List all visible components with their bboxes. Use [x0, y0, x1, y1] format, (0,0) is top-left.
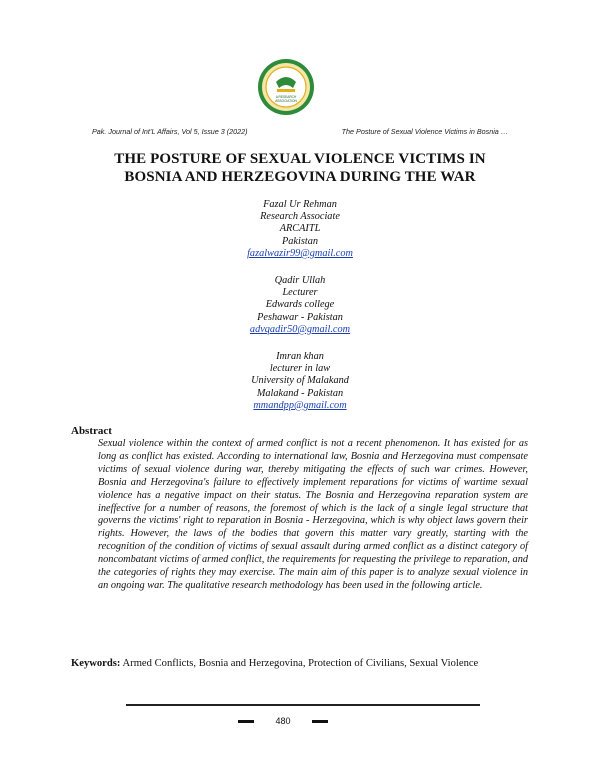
footer-rule	[126, 704, 480, 706]
author-location: Malakand - Pakistan	[256, 387, 344, 399]
author-position: Lecturer	[282, 287, 318, 299]
author-email-link[interactable]: advqadir50@gmail.com	[249, 323, 351, 335]
author-location: Pakistan	[281, 235, 319, 247]
author-block-1	[150, 199, 450, 260]
author-position: lecturer in law	[269, 363, 331, 375]
keywords	[71, 657, 531, 670]
running-head-article: The Posture of Sexual Violence Victims in Bosnia …	[341, 127, 508, 136]
author-email-link[interactable]: mmandpp@gmail.com	[253, 399, 347, 411]
page-number: 480	[275, 716, 291, 726]
author-name: Qadir Ullah	[274, 275, 326, 287]
author-block-3	[150, 351, 450, 412]
author-location: Peshawar - Pakistan	[257, 311, 343, 323]
running-head-journal: Pak. Journal of Int’L Affairs, Vol 5, Issue 3 (2022)	[92, 127, 248, 136]
author-affiliation: ARCAITL	[279, 223, 321, 235]
author-affiliation: University of Malakand	[251, 375, 349, 387]
footer-dash-right	[312, 720, 328, 723]
author-position: Research Associate	[260, 211, 340, 223]
author-email-link[interactable]: fazalwazir99@gmail.com	[247, 247, 353, 259]
author-name: Fazal Ur Rehman	[263, 199, 337, 210]
paper-title-line-1: THE POSTURE OF SEXUAL VIOLENCE VICTIMS IN	[114, 151, 486, 167]
author-block-2	[150, 275, 450, 336]
journal-seal-icon	[257, 58, 315, 116]
svg-text:ASSOCIATION: ASSOCIATION	[275, 99, 297, 103]
paper-title	[60, 150, 540, 186]
author-affiliation: Edwards college	[265, 299, 335, 311]
keywords-text: Armed Conflicts, Bosnia and Herzegovina, Protection of Civilians, Sexual Violence	[122, 658, 479, 669]
svg-text:A RESEARCH: A RESEARCH	[275, 95, 297, 99]
author-name: Imran khan	[276, 351, 324, 363]
running-head	[92, 127, 508, 136]
paper-title-line-2: BOSNIA AND HERZEGOVINA DURING THE WAR	[124, 169, 476, 185]
keywords-label: Keywords:	[71, 658, 121, 669]
abstract-text: Sexual violence within the context of armed conflict is not a recent phenomenon. It has existed for as long as conflict has existed. According to international law, Bosnia and Herzegovina must compensate victims of sexual violence during war, thereby mitigating the effects of such war crimes. However, Bosnia and Herzegovina's failure to effectively implement reparations for victims of wartime sexual violence has a negative impact on their status. The Bosnia and Herzegovina reparation system are ineffective for a number of reasons, the foremost of which is the lack of a single legal structure that governs the victims' right to reparation in Bosnia - Herzegovina, which is why object laws govern their rights. However, the laws of the bodies that govern this matter vary greatly, starting with the recognition of the condition of victims of sexual assault during armed conflict as a distinct category of noncombatant victims of armed conflict, the requirements for requesting the privilege to reparation, and the categories of rights they may exercise. The main aim of this paper is to analyze sexual violence in an ongoing war. The qualitative research methodology has been used in the following article.	[98, 438, 528, 591]
author-list	[150, 199, 450, 427]
footer-dash-left	[238, 720, 254, 723]
abstract-heading: Abstract	[71, 425, 112, 437]
page-footer	[238, 716, 328, 726]
